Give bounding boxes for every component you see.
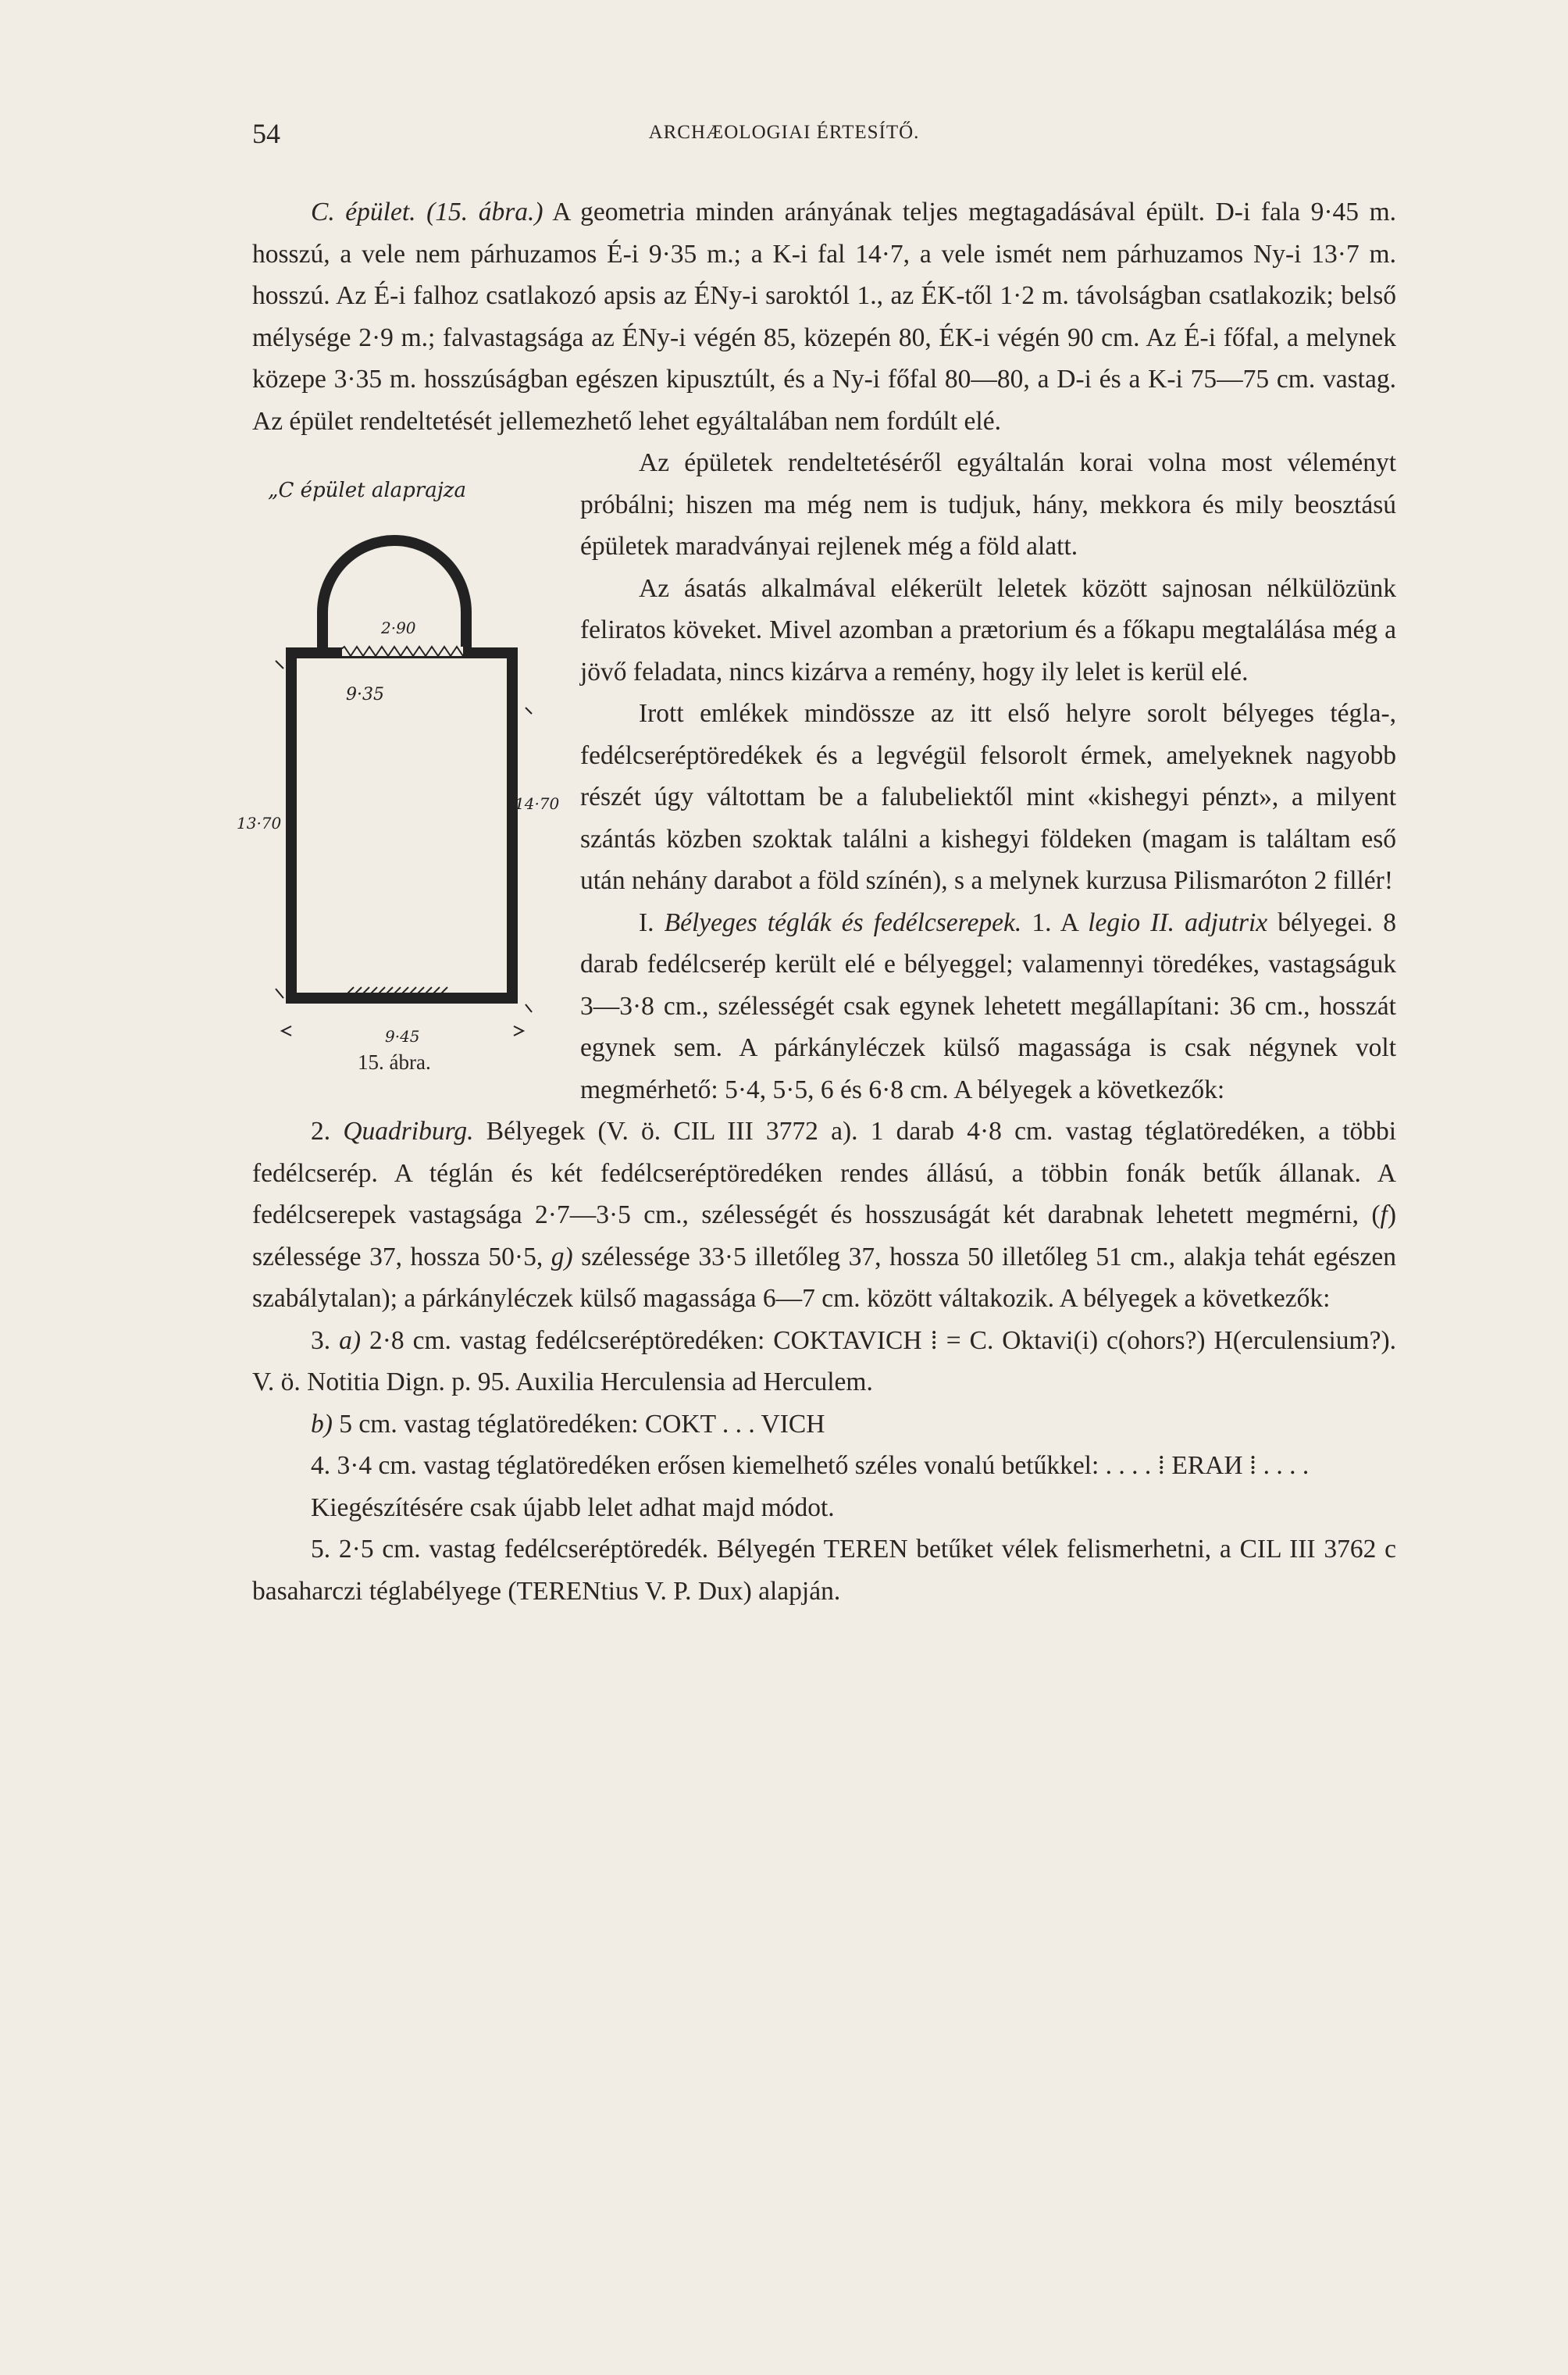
page-header [0, 117, 1568, 148]
dim-bottom: 9·45 [385, 1027, 420, 1046]
paragraph-4-brick: 4. 3·4 cm. vastag téglatöredéken erősen kiemelhető széles vonalú betűkkel: . . . . ⁞ ERAИ ⁞ . . . . [311, 1451, 1310, 1480]
paragraph-4: Irott emlékek mindössze az itt első helyre sorolt bélyeges tégla-, fedélcseréptöredékek és a legvégül felsorolt érmek, amelyeknek nagyobb részét úgy váltottam be a falubeliektől mint «kishegyi pénzt», a milyent szántás közben szoktak találni a kishegyi földeken (magam is találtam eső után nehány darabot a föld színén), s a melynek kurzusa Pilismaróton 2 fillér! [580, 699, 1396, 895]
paragraph-completion: Kiegészítésére csak újabb lelet adhat majd módot. [311, 1492, 835, 1522]
paragraph-2: Az épületek rendeltetéséről egyáltalán korai volna most véleményt próbálni; hiszen ma még nem is tudjuk, hány, mekkora és mily beosztású épületek maradványai rejlenek még a föld alatt. [580, 448, 1396, 561]
dim-right: 14·70 [515, 794, 560, 813]
plan-title-handwritten: „C épület alaprajza [268, 479, 466, 502]
paragraph-quadriburg: 2. Quadriburg. Bélyegek (V. ö. CIL III 3772 a). 1 darab 4·8 cm. vastag téglatöredéken, a többi fedélcserép. A téglán és két fedélcseréptöredéken rendes állású, a többin fonák betűk állanak. A fedélcserepek vastagsága 2·7—3·5 cm., szélességét és hosszuságát két darabnak lehetett megmérni, (f) szélessége 37, hossza 50·5, g) szélessége 33·5 illetőleg 37, hossza 50 illetőleg 51 cm., alakja tehát egészen szabálytalan); a párkányléczek külső magassága 6—7 cm. között váltakozik. A bélyegek a következők: [252, 1117, 1397, 1313]
article-body [237, 191, 1397, 1612]
floor-plan-drawing [237, 442, 565, 1075]
page-number: 54 [252, 118, 280, 149]
dim-left: 13·70 [237, 814, 282, 833]
lead-italic: C. épület. (15. ábra.) [311, 198, 543, 226]
paragraph-5-teren: 5. 2·5 cm. vastag fedélcseréptöredék. Bélyegén TEREN betűket vélek felismerhetni, a CIL III 3762 c basaharczi téglabélyege (TERENtius V. P. Dux) alapján. [252, 1535, 1396, 1606]
paragraph-3b: b) 5 cm. vastag téglatöredéken: COKT . . . VICH [311, 1409, 825, 1439]
paragraph-3a: 3. a) 2·8 cm. vastag fedélcseréptöredéken: COKTAVICH ⁞ = C. Oktavi(i) c(ohors?) H(erculensium?). V. ö. Notitia Dign. p. 95. Auxilia Herculensia ad Herculem. [252, 1325, 1396, 1396]
dim-inner-width: 9·35 [346, 685, 384, 704]
figure-caption: 15. ábra. [358, 1050, 431, 1074]
figure-15-floor-plan [237, 442, 565, 1075]
paragraph-3: Az ásatás alkalmával elékerült leletek között sajnosan nélkülözünk feliratos köveket. Mivel azomban a prætorium és a főkapu megtalálása még a jövő feladata, nincs kizárva a remény, hogy ily lelet is kerül elé. [580, 573, 1396, 686]
paragraph-section-1: I. Bélyeges téglák és fedélcserepek. 1. A legio II. adjutrix bélyegei. 8 darab fedélcserép került elé e bélyeggel; valamennyi töredékes, vastagságuk 3—3·8 cm., szélességét csak egynek lehetett megállapítani: 36 cm., hosszát egynek sem. A párkányléczek külső magassága is csak négynek volt megmérhető: 5·4, 5·5, 6 és 6·8 cm. A bélyegek a következők: [580, 908, 1397, 1104]
dim-apse: 2·90 [381, 619, 416, 637]
journal-title: ARCHÆOLOGIAI ÉRTESÍTŐ. [648, 122, 920, 143]
paragraph-c-building: C. épület. (15. ábra.) A geometria minden arányának teljes megtagadásával épült. D-i fala 9·45 m. hosszú, a vele nem párhuzamos É-i 9·35 m.; a K-i fal 14·7, a vele ismét nem párhuzamos Ny-i 13·7 m. hosszú. Az É-i falhoz csatlakozó apsis az ÉNy-i saroktól 1., az ÉK-től 1·2 m. távolságban csatlakozik; belső mélysége 2·9 m.; falvastagsága az ÉNy-i végén 85, közepén 80, ÉK-i végén 90 cm. Az É-i főfal, a melynek közepe 3·35 m. hosszúságban egészen kipusztúlt, és a Ny-i főfal 80—80, a D-i és a K-i 75—75 cm. vastag. Az épület rendeltetését jellemezhető lehet egyáltalában nem fordúlt elé. [252, 198, 1397, 436]
